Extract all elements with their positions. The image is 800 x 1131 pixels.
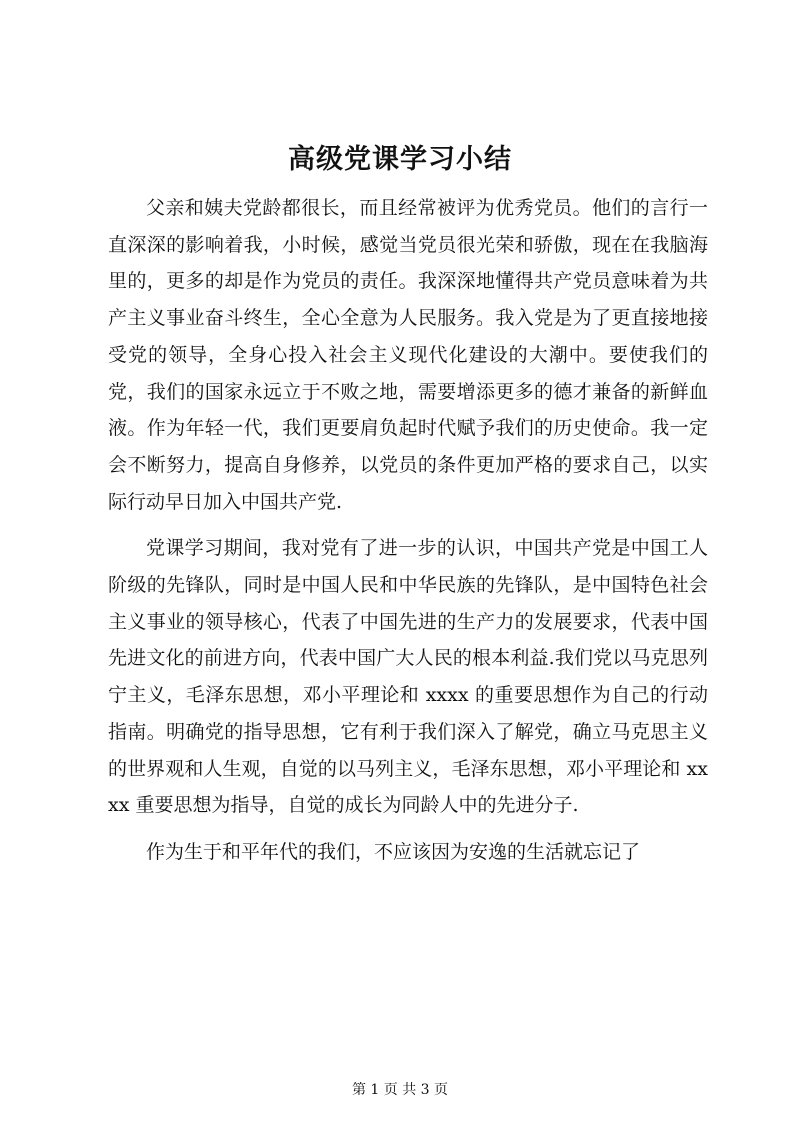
page-footer: 第 1 页 共 3 页 <box>351 1082 449 1098</box>
document-body <box>108 190 708 881</box>
paragraph-2: 党课学习期间，我对党有了进一步的认识，中国共产党是中国工人阶级的先锋队，同时是中国人民和中华民族的先锋队，是中国特色社会主义事业的领导核心，代表了中国先进的生产力的发展要求，代表中国先进文化的前进方向，代表中国广大人民的根本利益.我们党以马克思列宁主义，毛泽东思想，邓小平理论和 xxxx 的重要思想作为自己的行动指南。明确党的指导思想，它有利于我们深入了解党，确立马克思主义的世界观和人生观，自觉的以马列主义，毛泽东思想，邓小平理论和 xxxx 重要思想为指导，自觉的成长为同龄人中的先进分子. <box>108 537 708 817</box>
paragraph-1: 父亲和姨夫党龄都很长，而且经常被评为优秀党员。他们的言行一直深深的影响着我，小时候，感觉当党员很光荣和骄傲，现在在我脑海里的，更多的却是作为党员的责任。我深深地懂得共产党员意味着为共产主义事业奋斗终生，全心全意为人民服务。我入党是为了更直接地接受党的领导，全身心投入社会主义现代化建设的大潮中。要使我们的党，我们的国家永远立于不败之地，需要增添更多的德才兼备的新鲜血液。作为年轻一代，我们更要肩负起时代赋予我们的历史使命。我一定会不断努力，提高自身修养，以党员的条件更加严格的要求自己，以实际行动早日加入中国共产党. <box>108 197 708 513</box>
document-title: 高级党课学习小结 <box>288 144 512 175</box>
paragraph-3: 作为生于和平年代的我们，不应该因为安逸的生活就忘记了 <box>146 840 641 863</box>
